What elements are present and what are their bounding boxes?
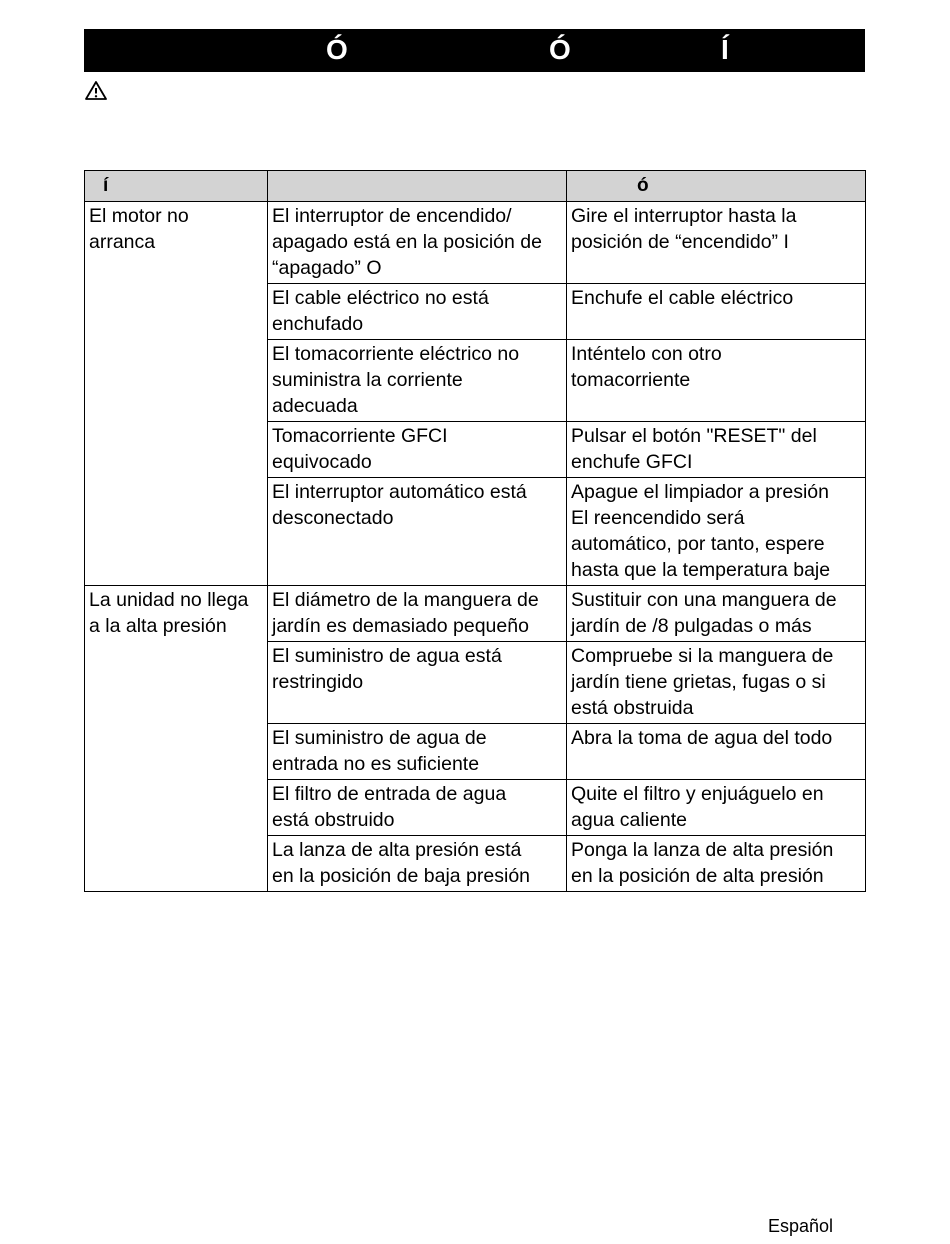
cause-cell: El interruptor automático está desconectado	[268, 478, 567, 586]
solution-cell: Gire el interruptor hasta la posición de “encendido” I	[567, 202, 866, 284]
header-problem: í	[85, 171, 268, 202]
solution-cell: Ponga la lanza de alta presión en la posición de alta presión	[567, 836, 866, 892]
table-row	[85, 586, 866, 642]
title-glyph: Ó	[326, 34, 348, 65]
cause-cell: El cable eléctrico no está enchufado	[268, 284, 567, 340]
solution-cell: Sustituir con una manguera de jardín de /8 pulgadas o más	[567, 586, 866, 642]
solution-cell: Inténtelo con otro tomacorriente	[567, 340, 866, 422]
cause-cell: El filtro de entrada de agua está obstruido	[268, 780, 567, 836]
solution-cell: Quite el filtro y enjuáguelo en agua caliente	[567, 780, 866, 836]
section-title-bar	[84, 29, 865, 72]
table-header-row	[85, 171, 866, 202]
problem-cell: La unidad no llega a la alta presión	[85, 586, 268, 892]
solution-cell: Abra la toma de agua del todo	[567, 724, 866, 780]
cause-cell: Tomacorriente GFCI equivocado	[268, 422, 567, 478]
solution-cell: Pulsar el botón "RESET" del enchufe GFCI	[567, 422, 866, 478]
cause-cell: El interruptor de encendido/ apagado está en la posición de “apagado” O	[268, 202, 567, 284]
cause-cell: El diámetro de la manguera de jardín es demasiado pequeño	[268, 586, 567, 642]
title-glyph: Ó	[549, 34, 571, 65]
solution-cell: Apague el limpiador a presión El reencendido será automático, por tanto, espere hasta que la temperatura baje	[567, 478, 866, 586]
cause-cell: El suministro de agua está restringido	[268, 642, 567, 724]
table-row	[85, 202, 866, 284]
cause-cell: El tomacorriente eléctrico no suministra la corriente adecuada	[268, 340, 567, 422]
solution-cell: Enchufe el cable eléctrico	[567, 284, 866, 340]
problem-cell: El motor no arranca	[85, 202, 268, 586]
page-footer-language: Español	[768, 1216, 834, 1236]
title-glyph: Í	[721, 34, 729, 65]
cause-cell: El suministro de agua de entrada no es suficiente	[268, 724, 567, 780]
solution-cell: Compruebe si la manguera de jardín tiene grietas, fugas o si está obstruida	[567, 642, 866, 724]
warning-triangle-icon	[85, 80, 107, 102]
cause-cell: La lanza de alta presión está en la posición de baja presión	[268, 836, 567, 892]
header-solution: ó	[567, 171, 866, 202]
troubleshooting-table	[84, 170, 866, 892]
header-cause	[268, 171, 567, 202]
